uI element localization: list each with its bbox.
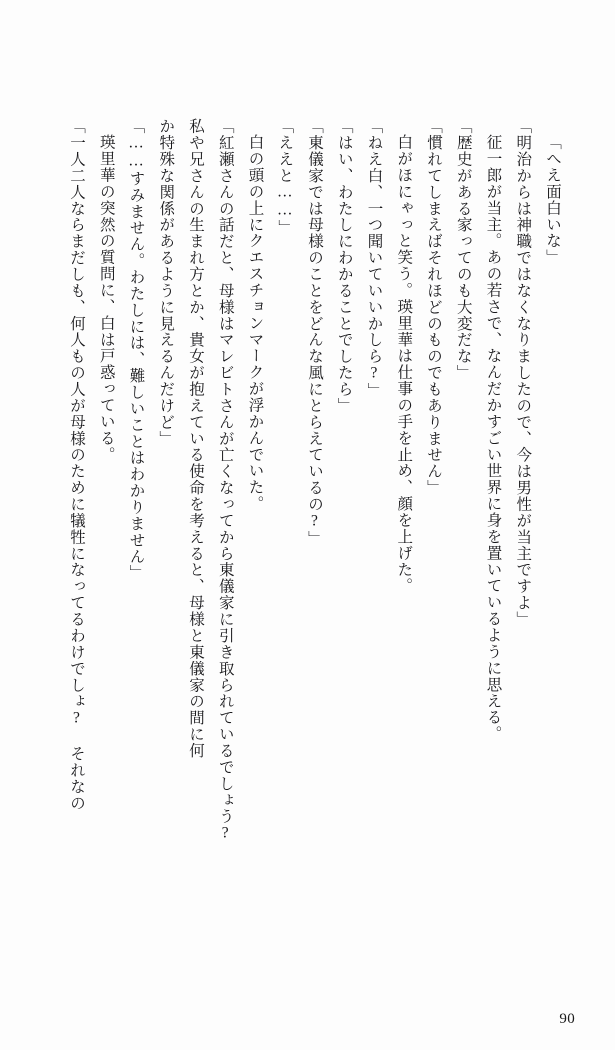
paragraph: 「紅瀬さんの話だと、母様はマレビトさんが亡くなってから東儀家に引き取られているでしょう? bbox=[216, 118, 234, 843]
paragraph: 征一郎が当主。あの若さで、なんだかすごい世界に身を置いているように思える。 bbox=[484, 133, 502, 742]
paragraph: 「明治からは神職ではなくなりましたので、今は男性が当主ですよ」 bbox=[514, 118, 532, 628]
novel-text-body bbox=[47, 118, 567, 948]
paragraph: 白がほにゃっと笑う。瑛里華は仕事の手を止め、顔を上げた。 bbox=[395, 133, 413, 594]
paragraph: 「……すみません。わたしには、難しいことはわかりません」 bbox=[127, 118, 145, 582]
paragraph: 「ねえ白、一つ聞いていいかしら?」 bbox=[365, 118, 383, 399]
paragraph: 私や兄さんの生まれ方とか、貴女が抱えている使命を考えると、母様と東儀家の間に何 bbox=[187, 118, 204, 759]
paragraph: 「歴史がある家ってのも大変だな」 bbox=[454, 118, 472, 381]
paragraph: 「ええと……」 bbox=[276, 118, 294, 237]
paragraph: 「はい、わたしにわかることでしたら」 bbox=[335, 118, 353, 414]
paragraph: 「へえ面白いな」 bbox=[544, 133, 561, 265]
paragraph: か特殊な関係があるように見えるんだけど」 bbox=[157, 118, 175, 447]
page-number: 90 bbox=[559, 1011, 575, 1027]
paragraph: 「東儀家では母様のことをどんな風にとらえているの?」 bbox=[306, 118, 323, 547]
paragraph: 「慣れてしまえばそれほどのものでもありません」 bbox=[425, 118, 442, 496]
paragraph: 瑛里華の突然の質問に、白は戸惑っている。 bbox=[97, 133, 115, 463]
paragraph: 白の頭の上にクエスチョンマークが浮かんでいた。 bbox=[246, 133, 264, 512]
paragraph: 「一人二人ならまだしも、何人もの人が母様のために犠牲になってるわけでしょ? それなの bbox=[68, 118, 85, 812]
